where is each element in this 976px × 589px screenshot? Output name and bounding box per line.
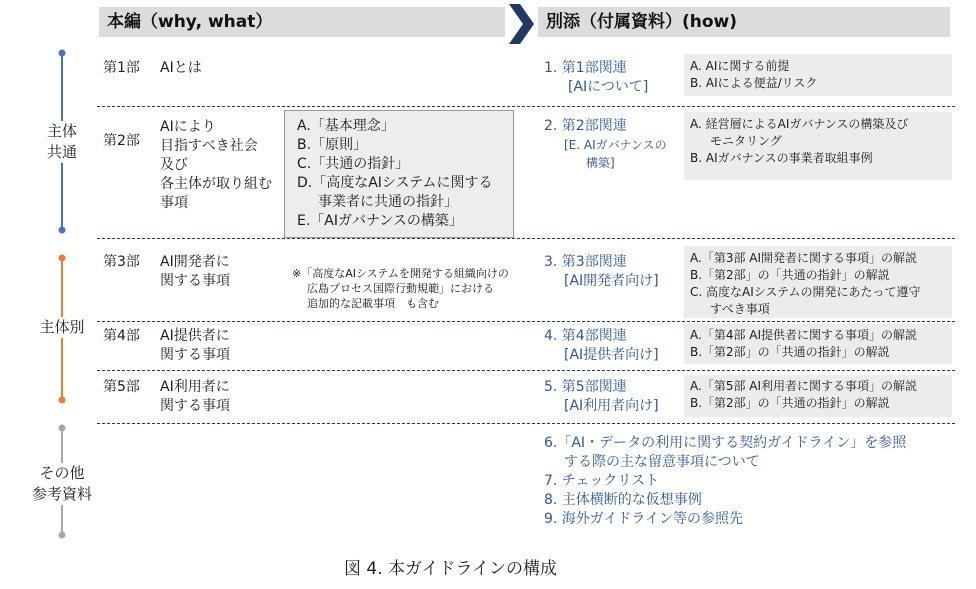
appendix-item: モニタリング (710, 134, 782, 148)
part-title-line: AI利用者に (160, 379, 230, 395)
part-title (160, 253, 230, 291)
part-number: 第2部 (103, 133, 140, 149)
appendix-item: B.「第2部」の「共通の指針」の解説 (690, 345, 890, 359)
main-header-title: 本編（why, what） (107, 12, 273, 32)
appendix-label-line: 4. 第4部関連 (544, 328, 627, 344)
other-ref-line: 7. チェックリスト (544, 473, 660, 489)
other-ref-line: 8. 主体横断的な仮想事例 (544, 492, 702, 508)
appendix-label-line: [AI利用者向け] (564, 398, 659, 414)
part-title-line: 及び (160, 157, 188, 173)
other-references (544, 434, 906, 529)
part-title (160, 327, 230, 365)
main-header (99, 7, 505, 37)
part2-item: B.「原則」 (297, 137, 368, 153)
other-ref-line: 6.「AI・データの利用に関する契約ガイドライン」を参照 (544, 435, 907, 451)
appendix-item: A.「第5部 AI利用者に関する事項」の解説 (690, 379, 918, 393)
other-ref-line: 9. 海外ガイドライン等の参照先 (544, 511, 743, 527)
part-title-line: 事項 (160, 195, 188, 211)
row-divider (97, 106, 955, 107)
appendix-item: B. AIガバナンスの事業者取組事例 (690, 151, 873, 165)
part2-item: A.「基本理念」 (297, 118, 395, 134)
axis-label-other-line1: その他 (39, 464, 85, 482)
axis-label-common-line2: 共通 (46, 143, 77, 161)
part-number: 第5部 (103, 379, 140, 395)
part-title-line: 関する事項 (160, 347, 230, 363)
part-title-line: AIにより (160, 119, 216, 135)
appendix-items-box (684, 324, 952, 364)
appendix-label-line: [AI提供者向け] (564, 347, 659, 363)
appendix-items-box (684, 54, 952, 96)
part-title-line: 目指すべき社会 (160, 138, 258, 154)
part-title-line: 関する事項 (160, 273, 230, 289)
appendix-item: B. AIによる便益/リスク (690, 76, 818, 90)
appendix-label (544, 327, 659, 365)
appendix-label-line: 5. 第5部関連 (544, 379, 627, 395)
appendix-item: すべき事項 (710, 302, 770, 316)
part-title-line: AI開発者に (160, 254, 230, 270)
appendix-item: B.「第2部」の「共通の指針」の解説 (690, 396, 890, 410)
part-number: 第3部 (103, 254, 140, 270)
row-divider (97, 238, 955, 239)
appendix-label-line: 1. 第1部関連 (544, 60, 627, 76)
row-divider (97, 321, 955, 322)
appendix-label (544, 59, 648, 97)
part2-item: 事業者に共通の指針」 (318, 194, 458, 210)
axis-label-other (22, 463, 102, 505)
appendix-items-box (684, 112, 952, 180)
appendix-items-box (684, 246, 952, 318)
appendix-label-line: 構築] (586, 156, 615, 170)
part2-items-box (284, 110, 514, 238)
appendix-item: C. 高度なAIシステムの開発にあたって遵守 (690, 285, 921, 299)
part2-item: E.「AIガバナンスの構築」 (297, 213, 463, 229)
appendix-header-title: 別添（付属資料）(how) (546, 12, 738, 32)
part-title: AIとは (160, 60, 202, 76)
axis-label-common-line1: 主体 (46, 122, 77, 140)
row-divider (97, 370, 955, 371)
axis-label-by-entity: 主体別 (28, 317, 96, 338)
appendix-label-line: 2. 第2部関連 (544, 118, 627, 134)
part3-note-line: 追加的な記載事項 も含む (307, 297, 439, 310)
part3-note-line: 広島プロセス国際行動規範」における (307, 282, 494, 295)
appendix-item: A.「第3部 AI開発者に関する事項」の解説 (690, 251, 918, 265)
appendix-item: A. 経営層によるAIガバナンスの構築及び (690, 117, 909, 131)
appendix-label-line: [AI開発者向け] (564, 273, 659, 289)
appendix-label (544, 253, 659, 291)
appendix-header (538, 7, 950, 37)
figure-caption: 図 4. 本ガイドラインの構成 (344, 559, 558, 579)
appendix-label (544, 117, 667, 172)
chevron-right-icon (506, 4, 536, 44)
row-divider (97, 423, 955, 424)
appendix-label-line: [E. AIガバナンスの (564, 138, 667, 152)
part-number: 第1部 (103, 60, 140, 76)
part2-item: C.「共通の指針」 (297, 156, 410, 172)
part-title (160, 118, 272, 213)
part2-item: D.「高度なAIシステムに関する (297, 175, 493, 191)
appendix-label-line: [AIについて] (568, 79, 649, 95)
part-title-line: 関する事項 (160, 398, 230, 414)
part3-note-line: ※「高度なAIシステムを開発する組織向けの (292, 267, 509, 280)
appendix-item: A. AIに関する前提 (690, 59, 790, 73)
axis-label-other-line2: 参考資料 (31, 485, 92, 503)
part-number: 第4部 (103, 328, 140, 344)
part-title-line: AI提供者に (160, 328, 230, 344)
part-title (160, 378, 230, 416)
part3-note (292, 266, 509, 311)
appendix-items-box (684, 375, 952, 417)
appendix-label (544, 378, 659, 416)
other-ref-line: する際の主な留意事項について (564, 454, 760, 470)
part-title-line: 各主体が取り組む (160, 176, 272, 192)
appendix-label-line: 3. 第3部関連 (544, 254, 627, 270)
appendix-item: A.「第4部 AI提供者に関する事項」の解説 (690, 328, 918, 342)
appendix-item: B.「第2部」の「共通の指針」の解説 (690, 268, 890, 282)
axis-label-common (30, 121, 94, 163)
